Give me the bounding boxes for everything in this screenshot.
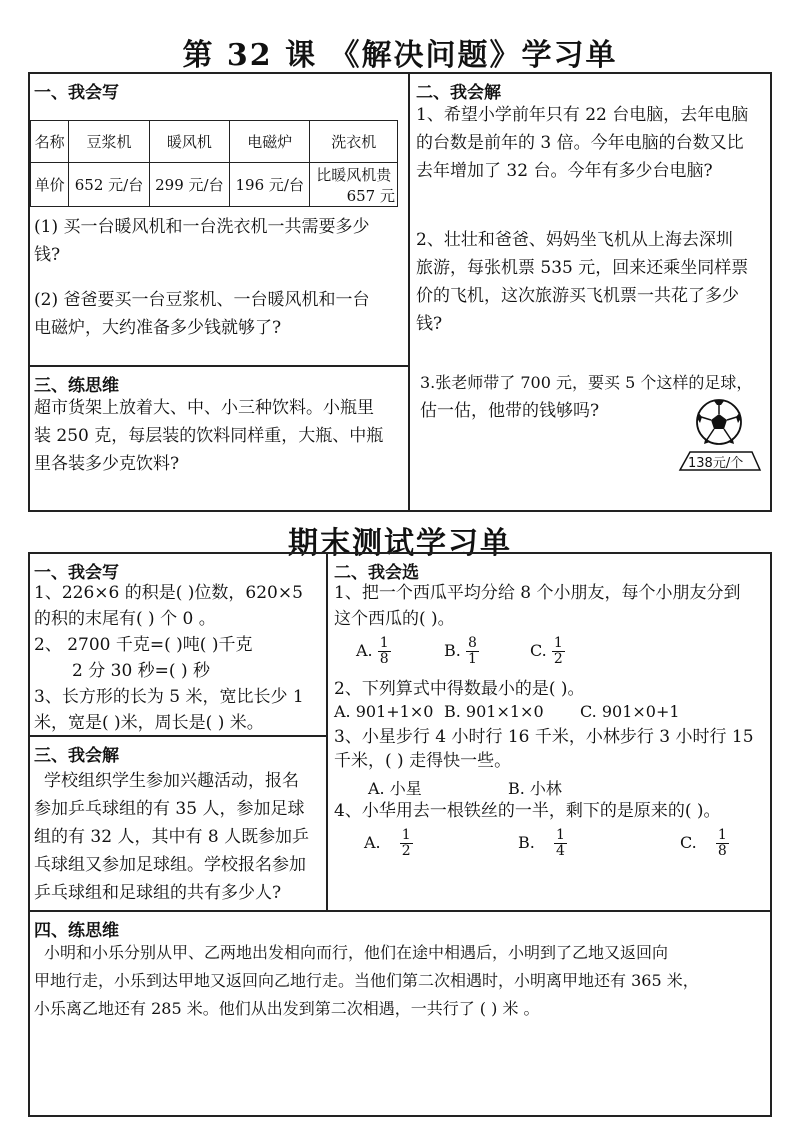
sheet2-sec1-line3: 2、 2700 千克=( )吨( )千克 [34,635,253,655]
fraction [400,828,413,859]
sheet2-sec4-line3: 小乐离乙地还有 285 米。他们从出发到第二次相遇，一共行了 ( ) 米 。 [34,999,540,1018]
table-header-cell: 电磁炉 [230,121,310,163]
sheet1-sec2-q2-line3: 价的飞机，这次旅游买飞机票一共花了多少 [416,286,739,306]
option-label: C. [530,641,547,660]
denominator: 4 [555,843,565,859]
sheet1-sec3-line2: 装 250 克，每层装的饮料同样重，大瓶、中瓶 [34,426,384,446]
fraction [552,636,565,667]
sheet1-title: 第 32 课 《解决问题》学习单 [182,38,618,73]
fraction [378,636,391,667]
q2-option-c[interactable]: C. 901×0+1 [580,702,680,721]
sheet2-sec2-q4-line1: 4、小华用去一根铁丝的一半，剩下的是原来的( )。 [334,801,721,821]
sheet1-sec1-q2-line1: (2) 爸爸要买一台豆浆机、一台暖风机和一台 [34,290,370,310]
numerator: 1 [555,827,565,843]
sheet1-sec1-heading: 一、我会写 [34,83,119,103]
sheet1-sec1-q1-line2: 钱? [34,245,61,265]
fraction [716,828,729,859]
sheet1-sec2-q2-line2: 旅游，每张机票 535 元，回来还乘坐同样票 [416,258,749,278]
table-cell: 196 元/台 [230,163,310,207]
q4-option-a[interactable] [364,828,413,859]
sheet2-sec3-line4: 乓球组又参加足球组。学校报名参加 [34,855,306,875]
q1-option-c[interactable] [530,636,565,667]
sheet1-sec2-q1-line2: 的台数是前年的 3 倍。今年电脑的台数又比 [416,133,744,153]
soccer-ball-icon [692,398,748,448]
denominator: 8 [717,843,727,859]
table-cell: 单价 [31,163,69,207]
sheet1-left-divider [28,365,409,367]
option-label: A. [364,833,381,852]
sheet2-sec1-line6: 米，宽是( )米，周长是( ) 米。 [34,713,264,733]
sheet2-sec2-q2-line1: 2、下列算式中得数最小的是( )。 [334,679,585,699]
sheet2-sec3-line5: 乒乓球组和足球组的共有多少人? [34,883,282,903]
option-label: B. [518,833,535,852]
sheet1-sec1-q2-line2: 电磁炉，大约准备多少钱就够了? [34,318,282,338]
sheet2-sec1-line1: 1、226×6 的积是( )位数，620×5 [34,583,303,603]
sheet2-sec1-heading: 一、我会写 [34,563,119,583]
table-header-cell: 豆浆机 [69,121,149,163]
sheet1-sec2-q3-line2: 估一估，他带的钱够吗? [420,401,600,421]
option-label: B. [444,641,461,660]
sheet2-sec2-q3-line2: 千米，( ) 走得快一些。 [334,751,512,771]
sheet2-divider [326,552,328,912]
sheet2-sec1-line2: 的积的末尾有( ) 个 0 。 [34,609,216,629]
table-header-cell: 洗衣机 [310,121,398,163]
sheet2-sec4-line2: 甲地行走，小乐到达甲地又返回向乙地行走。当他们第二次相遇时，小明离甲地还有 365 米， [34,971,699,990]
sheet1-sec3-line1: 超市货架上放着大、中、小三种饮料。小瓶里 [34,398,374,418]
sheet2-sec4-heading: 四、练思维 [34,921,119,941]
q3-option-b[interactable]: B. 小林 [508,779,562,798]
price-tag-label: 138元/个 [688,456,744,471]
denominator: 2 [553,651,563,667]
sheet1-sec2-heading: 二、我会解 [416,83,501,103]
option-label: A. [356,641,373,660]
sheet1-divider [408,72,410,512]
sheet2-sec4-line1: 小明和小乐分别从甲、乙两地出发相向而行，他们在途中相遇后，小明到了乙地又返回向 [44,943,669,962]
sheet1-sec3-heading: 三、练思维 [34,376,119,396]
fraction [466,636,479,667]
washer-price-line2: 657 元 [346,186,395,205]
table-cell [310,163,398,207]
table-header-cell: 名称 [31,121,69,163]
sheet2-sec1-line5: 3、长方形的长为 5 米，宽比长少 1 [34,687,304,707]
q4-option-b[interactable] [518,828,567,859]
sheet2-sec3-line1: 学校组织学生参加兴趣活动，报名 [44,771,299,791]
q2-option-b[interactable]: B. 901×1×0 [444,702,544,721]
sheet1-sec3-line3: 里各装多少克饮料? [34,454,180,474]
sheet1-sec2-q2-line4: 钱? [416,314,443,334]
sheet2-sec1-line4: 2 分 30 秒=( ) 秒 [72,661,210,681]
table-cell: 652 元/台 [69,163,149,207]
sheet2-sec3-line3: 组的有 32 人，其中有 8 人既参加乒 [34,827,310,847]
sheet2-sec2-heading: 二、我会选 [334,563,419,583]
q4-option-c[interactable] [680,828,729,859]
sheet2-sec2-q1-line2: 这个西瓜的( )。 [334,609,455,629]
price-table [30,120,398,207]
sheet2-bottom-divider [28,910,772,912]
sheet2-sec2-q1-line1: 1、把一个西瓜平均分给 8 个小朋友，每个小朋友分到 [334,583,741,603]
q2-option-a[interactable]: A. 901+1×0 [334,702,434,721]
sheet1-sec2-q2-line1: 2、壮壮和爸爸、妈妈坐飞机从上海去深圳 [416,230,733,250]
q1-option-a[interactable] [356,636,391,667]
sheet2-title: 期末测试学习单 [288,526,512,561]
sheet1-sec1-q1-line1: (1) 买一台暖风机和一台洗衣机一共需要多少 [34,217,370,237]
numerator: 1 [379,635,389,651]
washer-price-line1: 比暖风机贵 [316,165,392,184]
sheet2-sec2-q3-line1: 3、小星步行 4 小时行 16 千米，小林步行 3 小时行 15 [334,727,754,747]
sheet1-sec2-q1-line1: 1、希望小学前年只有 22 台电脑，去年电脑 [416,105,749,125]
table-cell: 299 元/台 [149,163,229,207]
numerator: 1 [401,827,411,843]
fraction [554,828,567,859]
q1-option-b[interactable] [444,636,479,667]
sheet1-sec2-q1-line3: 去年增加了 32 台。今年有多少台电脑? [416,161,713,181]
numerator: 8 [467,635,477,651]
denominator: 1 [467,651,477,667]
option-label: C. [680,833,697,852]
denominator: 2 [401,843,411,859]
denominator: 8 [379,651,389,667]
sheet2-sec3-line2: 参加乒乓球组的有 35 人，参加足球 [34,799,305,819]
q3-option-a[interactable]: A. 小星 [368,779,422,798]
sheet2-sec3-heading: 三、我会解 [34,746,119,766]
numerator: 1 [717,827,727,843]
numerator: 1 [553,635,563,651]
sheet1-sec2-q3-line1: 3.张老师带了 700 元，要买 5 个这样的足球， [420,373,753,392]
table-header-cell: 暖风机 [149,121,229,163]
